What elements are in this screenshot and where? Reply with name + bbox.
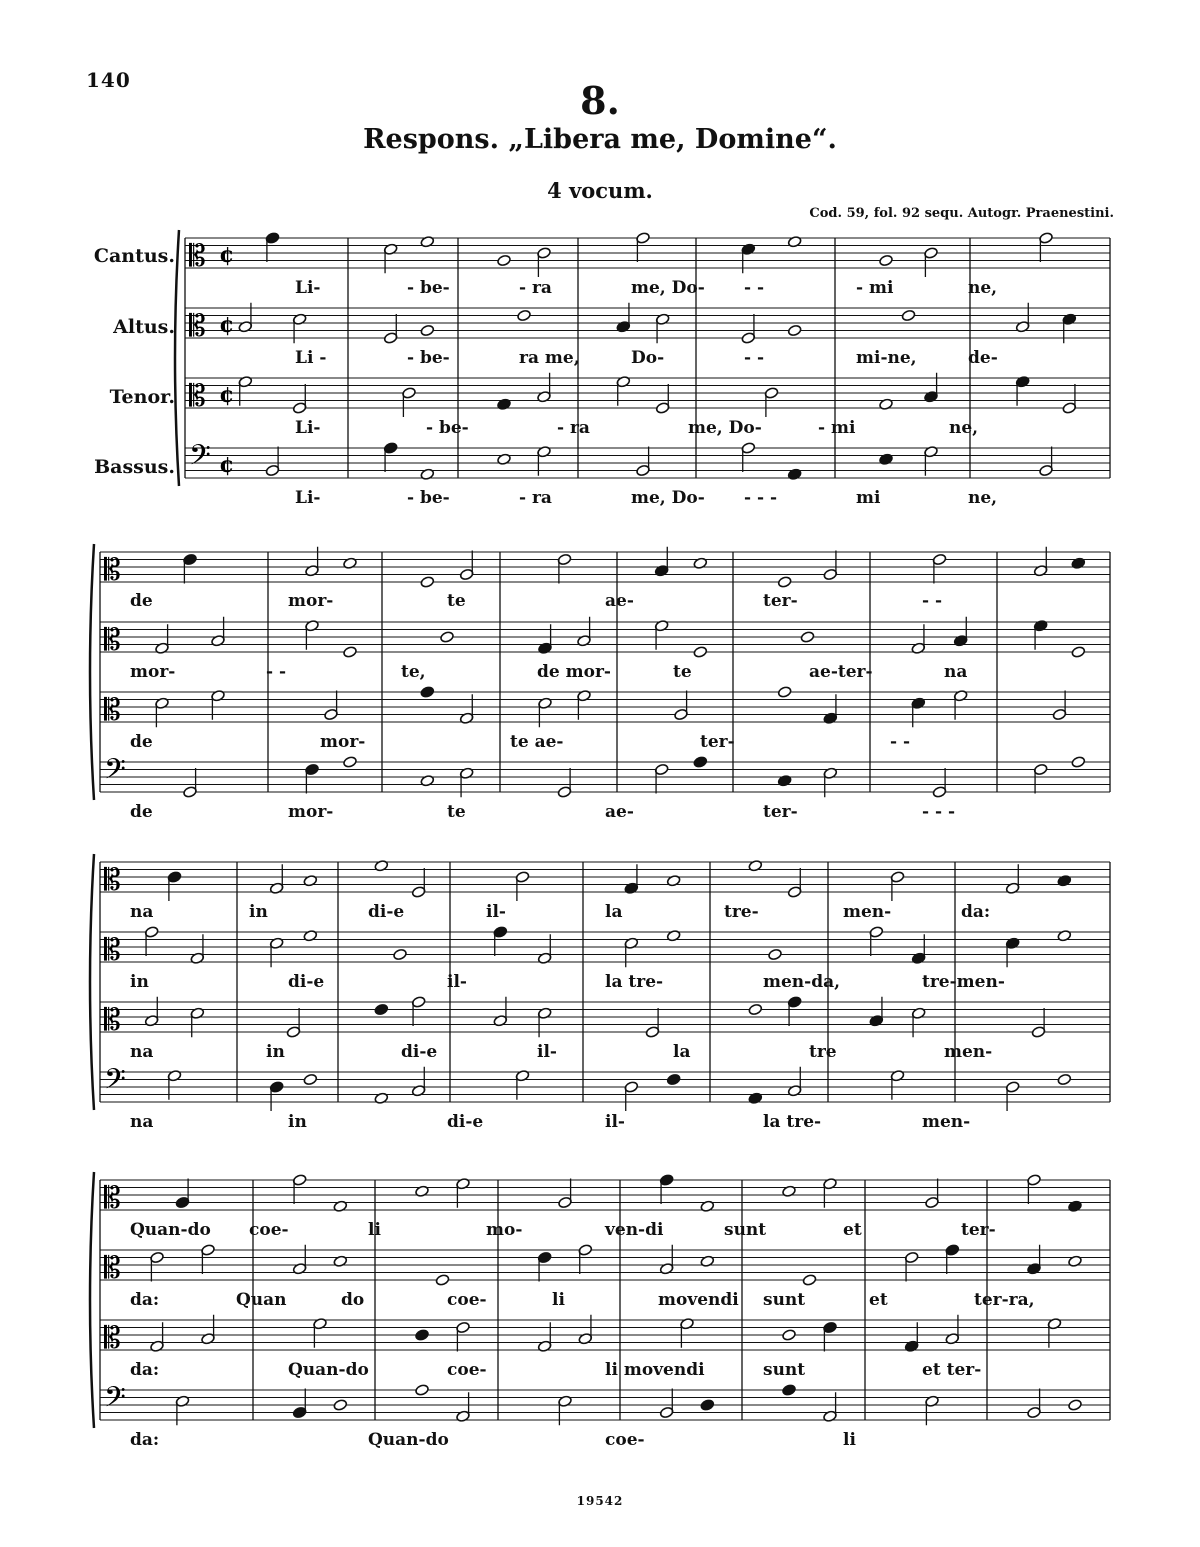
- cut-time-icon: ¢: [219, 312, 235, 338]
- lyric-syllable: do: [341, 1290, 365, 1310]
- note-head: [1057, 929, 1072, 942]
- lyric-syllable: - -: [744, 278, 765, 298]
- system-bracket: [90, 854, 94, 1110]
- lyric-syllable: li: [368, 1220, 381, 1240]
- lyric-syllable: de mor-: [537, 662, 611, 682]
- lyric-syllable: coe-: [447, 1360, 487, 1380]
- lyric-syllable: in: [266, 1042, 285, 1062]
- lyric-syllable: te,: [401, 662, 426, 682]
- note-head: [333, 1255, 348, 1268]
- lyric-syllable: na: [944, 662, 968, 682]
- lyric-syllable: Quan-do: [368, 1430, 449, 1450]
- cut-time-icon: ¢: [219, 382, 235, 408]
- c-clef-icon: 𝄡: [104, 863, 121, 898]
- note-head: [420, 686, 435, 699]
- lyric-syllable: Li-: [295, 418, 321, 438]
- lyric-syllable: - ra: [557, 418, 590, 438]
- note-head: [1071, 557, 1086, 570]
- lyric-syllable: ven-di: [605, 1220, 664, 1240]
- note-head: [415, 1329, 430, 1342]
- note-head: [1068, 1255, 1083, 1268]
- lyric-syllable: il-: [447, 972, 467, 992]
- c-clef-icon: 𝄡: [104, 693, 121, 728]
- note-head: [303, 929, 318, 942]
- lyric-syllable: ne,: [968, 278, 998, 298]
- lyric-syllable: ter-: [763, 802, 798, 822]
- note-head: [782, 1329, 797, 1342]
- lyric-syllable: mi-ne,: [856, 348, 917, 368]
- lyric-syllable: il-: [537, 1042, 557, 1062]
- lyric-syllable: de: [130, 732, 153, 752]
- lyric-syllable: et: [869, 1290, 888, 1310]
- lyric-syllable: te: [447, 591, 466, 611]
- lyric-syllable: me, Do-: [631, 488, 705, 508]
- lyric-syllable: - ra: [519, 488, 552, 508]
- system-bracket: [175, 230, 179, 486]
- bass-clef-icon: 𝄢: [189, 439, 211, 479]
- lyric-syllable: - -: [890, 732, 911, 752]
- lyric-syllable: mor-: [130, 662, 176, 682]
- note-head: [748, 859, 763, 872]
- lyric-syllable: tre: [809, 1042, 837, 1062]
- lyric-syllable: ter-: [700, 732, 735, 752]
- note-head: [420, 468, 435, 481]
- note-head: [1068, 1200, 1083, 1213]
- lyric-syllable: na: [130, 1112, 154, 1132]
- lyric-syllable: mo-: [486, 1220, 523, 1240]
- note-head: [333, 1399, 348, 1412]
- lyric-syllable: coe-: [605, 1430, 645, 1450]
- note-head: [800, 631, 815, 644]
- c-clef-icon: 𝄡: [104, 1321, 121, 1356]
- lyric-syllable: te: [447, 802, 466, 822]
- note-head: [666, 1073, 681, 1086]
- note-head: [787, 468, 802, 481]
- staff: [100, 1180, 1110, 1216]
- staff: [100, 1063, 1110, 1103]
- lyric-syllable: mor-: [320, 732, 366, 752]
- note-head: [420, 774, 435, 787]
- lyric-syllable: ae-: [605, 802, 634, 822]
- lyric-syllable: di-e: [447, 1112, 484, 1132]
- c-clef-icon: 𝄡: [104, 623, 121, 658]
- lyric-syllable: in: [130, 972, 149, 992]
- lyric-syllable: ae-: [605, 591, 634, 611]
- lyric-syllable: tre-: [724, 902, 759, 922]
- lyric-syllable: da:: [961, 902, 991, 922]
- lyric-syllable: - mi: [856, 278, 894, 298]
- lyric-syllable: sunt: [763, 1290, 806, 1310]
- staff: [100, 552, 1110, 588]
- note-head: [768, 948, 783, 961]
- note-head: [700, 1200, 715, 1213]
- lyric-syllable: la: [605, 902, 623, 922]
- lyric-syllable: - -: [266, 662, 287, 682]
- staff: [100, 932, 1110, 968]
- note-head: [374, 859, 389, 872]
- c-clef-icon: 𝄡: [104, 1181, 121, 1216]
- bass-clef-icon: 𝄢: [104, 753, 126, 793]
- c-clef-icon: 𝄡: [104, 933, 121, 968]
- lyric-syllable: na: [130, 1042, 154, 1062]
- staff: [185, 238, 1110, 274]
- cut-time-icon: ¢: [219, 242, 235, 268]
- lyric-syllable: men-: [922, 1112, 971, 1132]
- lyric-syllable: ne,: [949, 418, 979, 438]
- lyric-syllable: ter-: [763, 591, 798, 611]
- lyric-syllable: - be-: [426, 418, 469, 438]
- c-clef-icon: 𝄡: [189, 309, 206, 344]
- note-head: [420, 324, 435, 337]
- lyric-syllable: - - -: [922, 802, 956, 822]
- lyric-syllable: de-: [968, 348, 998, 368]
- voice-name-tenor: Tenor.: [109, 386, 175, 408]
- note-head: [748, 1092, 763, 1105]
- lyric-syllable: in: [249, 902, 268, 922]
- lyric-syllable: da:: [130, 1360, 160, 1380]
- lyric-syllable: tre-men-: [922, 972, 1005, 992]
- lyric-syllable: ter-ra,: [974, 1290, 1035, 1310]
- note-head: [1071, 756, 1086, 769]
- lyric-syllable: la tre-: [763, 1112, 822, 1132]
- lyric-syllable: te ae-: [510, 732, 564, 752]
- lyric-syllable: mor-: [288, 591, 334, 611]
- note-head: [517, 309, 532, 322]
- lyric-syllable: - ra: [519, 278, 552, 298]
- lyric-syllable: de: [130, 802, 153, 822]
- lyric-syllable: la tre-: [605, 972, 664, 992]
- note-head: [435, 1274, 450, 1287]
- note-head: [497, 398, 512, 411]
- lyric-syllable: - be-: [407, 348, 450, 368]
- voices-label: 4 vocum.: [547, 178, 653, 203]
- note-head: [415, 1384, 430, 1397]
- c-clef-icon: 𝄡: [104, 553, 121, 588]
- note-head: [440, 631, 455, 644]
- note-head: [787, 235, 802, 248]
- c-clef-icon: 𝄡: [189, 239, 206, 274]
- lyric-syllable: - -: [922, 591, 943, 611]
- lyric-syllable: da:: [130, 1290, 160, 1310]
- note-head: [901, 309, 916, 322]
- lyric-syllable: - -: [744, 348, 765, 368]
- lyric-syllable: - - -: [744, 488, 778, 508]
- source-note: Cod. 59, fol. 92 sequ. Autogr. Praenestini.: [809, 206, 1114, 221]
- lyric-syllable: Quan-do: [130, 1220, 211, 1240]
- page-number: 140: [86, 68, 131, 92]
- note-head: [802, 1274, 817, 1287]
- lyric-syllable: de: [130, 591, 153, 611]
- lyric-syllable: - be-: [407, 488, 450, 508]
- lyric-syllable: sunt: [763, 1360, 806, 1380]
- note-head: [374, 1003, 389, 1016]
- staff: [100, 753, 1110, 793]
- lyric-syllable: Quan: [236, 1290, 287, 1310]
- lyric-syllable: men-: [944, 1042, 993, 1062]
- note-head: [343, 646, 358, 659]
- note-head: [777, 774, 792, 787]
- lyric-syllable: Li-: [295, 488, 321, 508]
- staff: [100, 862, 1110, 898]
- note-head: [393, 948, 408, 961]
- note-head: [333, 1200, 348, 1213]
- lyric-syllable: li: [843, 1430, 856, 1450]
- note-head: [497, 254, 512, 267]
- note-head: [1068, 1399, 1083, 1412]
- lyric-syllable: la: [673, 1042, 691, 1062]
- lyric-syllable: me, Do-: [688, 418, 762, 438]
- lyric-syllable: te: [673, 662, 692, 682]
- note-head: [777, 576, 792, 589]
- note-head: [1057, 1073, 1072, 1086]
- lyric-syllable: di-e: [401, 1042, 438, 1062]
- lyric-syllable: Quan-do: [288, 1360, 369, 1380]
- system-bracket: [90, 1172, 94, 1428]
- lyric-syllable: ra me,: [519, 348, 580, 368]
- lyric-syllable: in: [288, 1112, 307, 1132]
- lyric-syllable: sunt: [724, 1220, 767, 1240]
- lyric-syllable: et ter-: [922, 1360, 982, 1380]
- lyric-syllable: mi: [856, 488, 881, 508]
- lyric-syllable: da:: [130, 1430, 160, 1450]
- staff: [185, 308, 1110, 344]
- lyric-syllable: Li -: [295, 348, 327, 368]
- lyric-syllable: na: [130, 902, 154, 922]
- lyric-syllable: Do-: [631, 348, 665, 368]
- note-head: [693, 756, 708, 769]
- note-head: [700, 1255, 715, 1268]
- note-head: [879, 254, 894, 267]
- lyric-syllable: men-da,: [763, 972, 841, 992]
- bass-clef-icon: 𝄢: [104, 1381, 126, 1421]
- lyric-syllable: di-e: [288, 972, 325, 992]
- note-head: [693, 557, 708, 570]
- voice-name-cantus: Cantus.: [93, 245, 175, 267]
- note-head: [666, 874, 681, 887]
- lyric-syllable: ter-: [961, 1220, 996, 1240]
- staff: [100, 1381, 1110, 1421]
- note-head: [497, 453, 512, 466]
- staff: [100, 1250, 1110, 1286]
- note-head: [700, 1399, 715, 1412]
- note-head: [303, 874, 318, 887]
- lyric-syllable: Li-: [295, 278, 321, 298]
- lyric-syllable: - be-: [407, 278, 450, 298]
- voice-name-altus: Altus.: [113, 316, 175, 338]
- cut-time-icon: ¢: [219, 452, 235, 478]
- note-head: [787, 324, 802, 337]
- c-clef-icon: 𝄡: [189, 379, 206, 414]
- lyric-syllable: movendi: [658, 1290, 739, 1310]
- lyric-syllable: et: [843, 1220, 862, 1240]
- staff: [100, 1002, 1110, 1038]
- c-clef-icon: 𝄡: [104, 1003, 121, 1038]
- lyric-syllable: coe-: [249, 1220, 289, 1240]
- lyric-syllable: ae-ter-: [809, 662, 873, 682]
- note-head: [1057, 874, 1072, 887]
- note-head: [343, 756, 358, 769]
- lyric-syllable: li movendi: [605, 1360, 705, 1380]
- note-head: [343, 557, 358, 570]
- lyric-syllable: me, Do-: [631, 278, 705, 298]
- lyric-syllable: - mi: [818, 418, 856, 438]
- note-head: [782, 1384, 797, 1397]
- lyric-syllable: ne,: [968, 488, 998, 508]
- voice-name-bassus: Bassus.: [94, 456, 175, 478]
- note-head: [415, 1185, 430, 1198]
- note-head: [782, 1185, 797, 1198]
- lyric-syllable: il-: [486, 902, 506, 922]
- system-bracket: [90, 544, 94, 800]
- note-head: [420, 576, 435, 589]
- lyric-syllable: di-e: [368, 902, 405, 922]
- note-head: [879, 398, 894, 411]
- note-head: [303, 1073, 318, 1086]
- note-head: [879, 453, 894, 466]
- note-head: [777, 686, 792, 699]
- note-head: [748, 1003, 763, 1016]
- lyric-syllable: coe-: [447, 1290, 487, 1310]
- lyric-syllable: il-: [605, 1112, 625, 1132]
- plate-number: 19542: [576, 1494, 624, 1508]
- staff: [185, 378, 1110, 414]
- piece-title: Respons. „Libera me, Domine“.: [363, 124, 837, 155]
- note-head: [374, 1092, 389, 1105]
- c-clef-icon: 𝄡: [104, 1251, 121, 1286]
- lyric-syllable: li: [552, 1290, 565, 1310]
- note-head: [420, 235, 435, 248]
- note-head: [693, 646, 708, 659]
- note-head: [1071, 646, 1086, 659]
- lyric-syllable: men-: [843, 902, 892, 922]
- bass-clef-icon: 𝄢: [104, 1063, 126, 1103]
- piece-number: 8.: [580, 78, 620, 123]
- note-head: [666, 929, 681, 942]
- lyric-syllable: mor-: [288, 802, 334, 822]
